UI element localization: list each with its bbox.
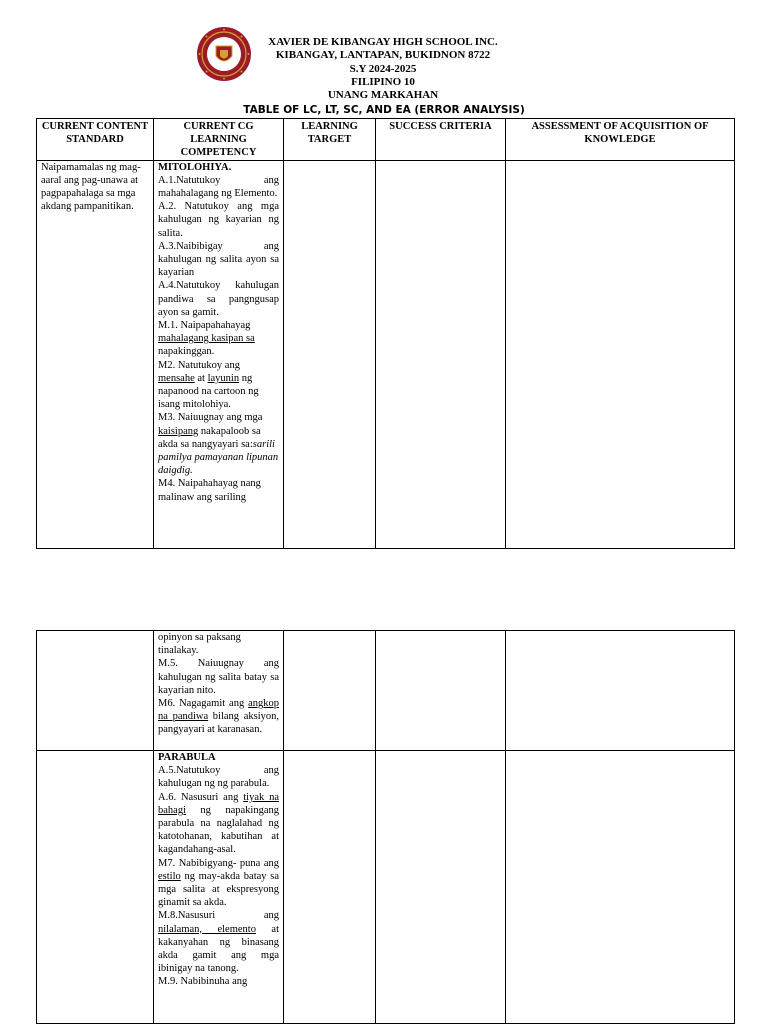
competency-item: opinyon sa paksang tinalakay. <box>158 632 241 657</box>
competency-text: M3. Naiuugnay ang mga <box>158 412 263 424</box>
competency-text: M.8.Nasusuri ang <box>158 910 279 922</box>
competency-item: M.5. Naiuugnay ang kahulugan ng salita batay sa kayarian nito. <box>158 658 279 696</box>
content-standard-cell <box>37 751 154 1024</box>
learning-target-cell <box>284 631 376 751</box>
header-learning-target: LEARNING TARGET <box>284 119 376 161</box>
competency-underlined: angkop na pandiwa <box>158 698 280 723</box>
competency-text: M2. Natutukoy ang <box>158 359 240 371</box>
competency-item: A.3.Naibibigay ang kahulugan ng salita ayon sa kayarian <box>158 240 279 279</box>
competency-item: M.9. Nabibinuha ang <box>158 976 248 988</box>
table-title: TABLE OF LC, LT, SC, AND EA (ERROR ANALYSIS) <box>243 104 525 116</box>
success-criteria-cell <box>376 160 506 548</box>
competency-underlined: mensahe <box>158 372 195 384</box>
header-learning-competency: CURRENT CG LEARNING COMPETENCY <box>154 119 284 161</box>
header-success-criteria: SUCCESS CRITERIA <box>376 119 506 161</box>
success-criteria-cell <box>376 751 506 1024</box>
competency-underlined: nilalaman, elemento <box>158 923 256 935</box>
competency-text: M.1. Naipapahahayag <box>158 320 251 332</box>
table-row <box>37 160 735 548</box>
competency-text: napakinggan. <box>158 346 215 358</box>
school-seal-logo <box>196 26 252 82</box>
competency-text: ng napanood na cartoon ng isang mitolohiya. <box>158 372 259 411</box>
subject: FILIPINO 10 <box>351 75 415 88</box>
header-assessment: ASSESSMENT OF ACQUISITION OF KNOWLEDGE <box>506 119 735 161</box>
competency-text: at kakanyahan ng binasang akda gamit ang mga ibinigay na tanong. <box>158 923 279 975</box>
competency-item: A.2. Natutukoy ang mga kahulugan ng kayarian ng salita. <box>158 201 279 239</box>
competency-item: A.5.Natutukoy ang kahulugan ng ng parabula. <box>158 765 279 790</box>
competency-item <box>158 909 279 975</box>
competency-text: ng may-akda batay sa mga salita at ekspresyong ginamit sa akda. <box>158 870 279 909</box>
school-year: S.Y 2024-2025 <box>349 62 417 75</box>
competency-item <box>158 359 279 412</box>
competency-cell <box>154 751 284 1024</box>
school-name: XAVIER DE KIBANGAY HIGH SCHOOL INC. <box>268 36 498 48</box>
competency-underlined: tiyak na bahagi <box>158 791 280 816</box>
table-row <box>37 751 735 1024</box>
competency-item <box>158 411 279 477</box>
content-standard-cell: Naipamamalas ng mag-aaral ang pag-unawa at pagpapahalaga sa mga akdang pampanitikan. <box>37 160 154 548</box>
header-content-standard: CURRENT CONTENT STANDARD <box>37 119 154 161</box>
assessment-cell <box>506 160 735 548</box>
document-header <box>258 36 508 102</box>
competency-underlined: estilo <box>158 870 181 882</box>
assessment-cell <box>506 631 735 751</box>
competency-item <box>158 697 279 737</box>
success-criteria-cell <box>376 631 506 751</box>
competency-item <box>158 857 279 910</box>
assessment-cell <box>506 751 735 1024</box>
competency-text: M6. Nagagamit ang <box>158 698 245 710</box>
table-row <box>37 631 735 751</box>
competency-underlined: kaisipang <box>158 425 199 437</box>
competency-text: at <box>197 372 205 384</box>
competency-item: M4. Naipahahayag nang malinaw ang sariling <box>158 478 261 503</box>
topic-heading: PARABULA <box>158 752 216 763</box>
competency-text: M7. Nabibigyang- puna ang <box>158 857 279 869</box>
lc-table-part-1 <box>36 118 735 549</box>
school-address: KIBANGAY, LANTAPAN, BUKIDNON 8722 <box>275 49 491 62</box>
competency-text: nakapaloob sa akda sa nangyayari sa: <box>158 425 261 450</box>
competency-text: bilang aksiyon, pangyayari at karanasan. <box>158 711 279 736</box>
competency-underlined: mahalagang kasipan sa <box>158 333 255 345</box>
competency-item: A.4.Natutukoy kahulugan pandiwa sa pangngusap ayon sa gamit. <box>158 280 279 318</box>
quarter: UNANG MARKAHAN <box>327 89 439 102</box>
learning-target-cell <box>284 751 376 1024</box>
content-standard-cell <box>37 631 154 751</box>
lc-table-part-2 <box>36 630 735 1024</box>
competency-underlined: layunin <box>207 372 240 384</box>
competency-cell <box>154 160 284 548</box>
competency-cell <box>154 631 284 751</box>
competency-item: A.1.Natutukoy ang mahahalagang ng Elemento. <box>158 174 279 200</box>
table-header-row <box>37 119 735 161</box>
topic-heading: MITOLOHIYA. <box>158 161 232 173</box>
competency-text: A.6. Nasusuri ang <box>158 791 239 803</box>
competency-item <box>158 319 279 359</box>
competency-text: ng napakingang parabula na naglalahad ng katotohanan, kabutihan at kagandahang-asal. <box>158 804 279 856</box>
competency-item <box>158 791 279 857</box>
learning-target-cell <box>284 160 376 548</box>
competency-italic: sarili pamilya pamayanan lipunan daigdig. <box>158 438 279 477</box>
